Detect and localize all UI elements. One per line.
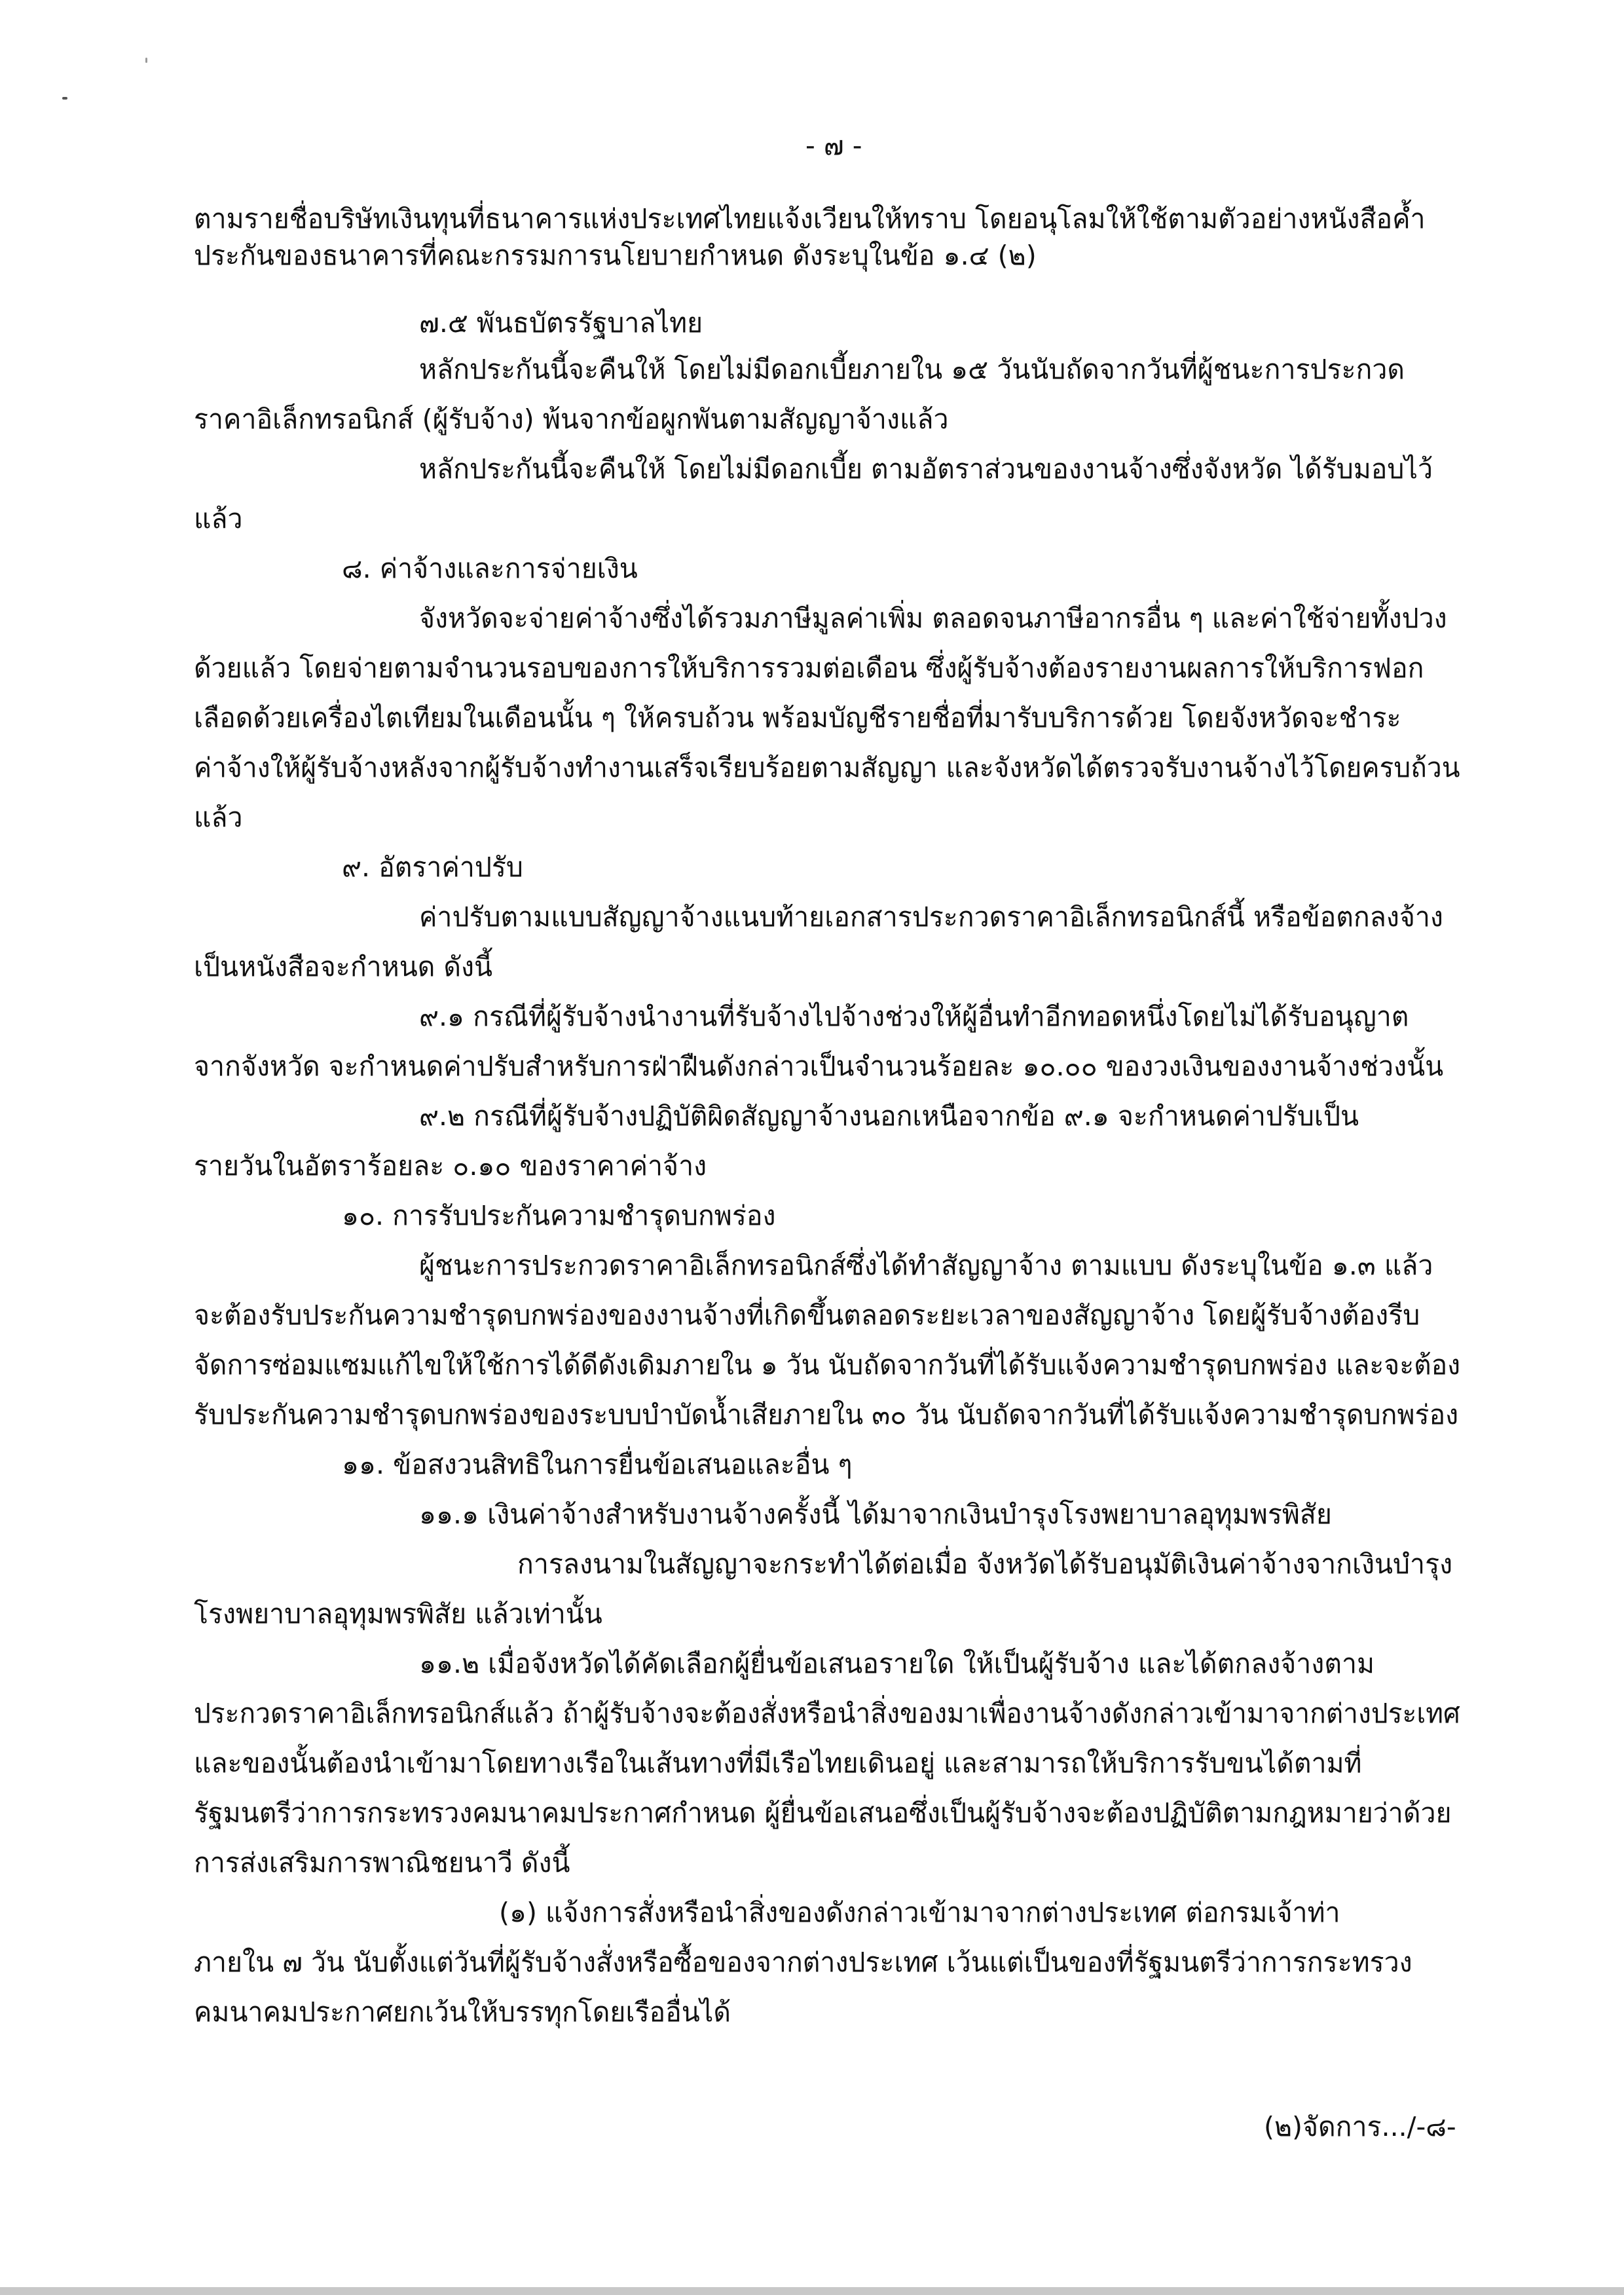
subsection-line: ๙.๑ กรณีที่ผู้รับจ้างนำงานที่รับจ้างไปจ้างช่วงให้ผู้อื่นทำอีกทอดหนึ่งโดยไม่ได้รับอนุญาต (419, 1001, 1409, 1032)
continuation-footer: (๒)จัดการ.../-๘- (1264, 2111, 1456, 2142)
body-line: ประกันของธนาคารที่คณะกรรมการนโยบายกำหนด ดังระบุในข้อ ๑.๔ (๒) (194, 240, 1037, 271)
body-line: จัดการซ่อมแซมแก้ไขให้ใช้การได้ดีดังเดิมภายใน ๑ วัน นับถัดจากวันที่ได้รับแจ้งความชำรุดบกพร่อง และจะต้อง (194, 1349, 1461, 1381)
body-line: การลงนามในสัญญาจะกระทำได้ต่อเมื่อ จังหวัดได้รับอนุมัติเงินค่าจ้างจากเงินบำรุง (517, 1548, 1453, 1580)
subsection-line: ๙.๒ กรณีที่ผู้รับจ้างปฏิบัติผิดสัญญาจ้างนอกเหนือจากข้อ ๙.๑ จะกำหนดค่าปรับเป็น (419, 1100, 1359, 1132)
body-line: แล้ว (194, 503, 243, 534)
body-line: เลือดด้วยเครื่องไตเทียมในเดือนนั้น ๆ ให้ครบถ้วน พร้อมบัญชีรายชื่อที่มารับบริการด้วย โดยจังหวัดจะชำระ (194, 702, 1401, 734)
body-line: คมนาคมประกาศยกเว้นให้บรรทุกโดยเรืออื่นได้ (194, 1996, 731, 2028)
body-line: หลักประกันนี้จะคืนให้ โดยไม่มีดอกเบี้ย ตามอัตราส่วนของงานจ้างซึ่งจังหวัด ได้รับมอบไว้ (419, 453, 1433, 485)
subsection-line: ๑๑.๑ เงินค่าจ้างสำหรับงานจ้างครั้งนี้ ได้มาจากเงินบำรุงโรงพยาบาลอุทุมพรพิสัย (419, 1499, 1332, 1530)
body-line: และของนั้นต้องนำเข้ามาโดยทางเรือในเส้นทางที่มีเรือไทยเดินอยู่ และสามารถให้บริการรับขนได้ตามที่ (194, 1747, 1362, 1779)
scan-speck (145, 58, 147, 63)
subsection-line: ๑๑.๒ เมื่อจังหวัดได้คัดเลือกผู้ยื่นข้อเสนอรายใด ให้เป็นผู้รับจ้าง และได้ตกลงจ้างตาม (419, 1648, 1375, 1679)
body-line: รายวันในอัตราร้อยละ ๐.๑๐ ของราคาค่าจ้าง (194, 1150, 707, 1182)
body-line: จังหวัดจะจ่ายค่าจ้างซึ่งได้รวมภาษีมูลค่าเพิ่ม ตลอดจนภาษีอากรอื่น ๆ และค่าใช้จ่ายทั้งปวง (419, 603, 1447, 634)
body-line: เป็นหนังสือจะกำหนด ดังนี้ (194, 951, 493, 982)
body-line: จะต้องรับประกันความชำรุดบกพร่องของงานจ้างที่เกิดขึ้นตลอดระยะเวลาของสัญญาจ้าง โดยผู้รับจ้างต้องรีบ (194, 1299, 1420, 1331)
body-line: จากจังหวัด จะกำหนดค่าปรับสำหรับการฝ่าฝืนดังกล่าวเป็นจำนวนร้อยละ ๑๐.๐๐ ของวงเงินของงานจ้างช่วงนั้น (194, 1051, 1444, 1082)
body-line: ผู้ชนะการประกวดราคาอิเล็กทรอนิกส์ซึ่งได้ทำสัญญาจ้าง ตามแบบ ดังระบุในข้อ ๑.๓ แล้ว (419, 1250, 1433, 1281)
body-line: ภายใน ๗ วัน นับตั้งแต่วันที่ผู้รับจ้างสั่งหรือซื้อของจากต่างประเทศ เว้นแต่เป็นของที่รัฐมนตรีว่าการกระทรวง (194, 1947, 1412, 1978)
section-heading: ๗.๕ พันธบัตรรัฐบาลไทย (419, 307, 703, 339)
item-line: (๑) แจ้งการสั่งหรือนำสิ่งของดังกล่าวเข้ามาจากต่างประเทศ ต่อกรมเจ้าท่า (499, 1897, 1340, 1928)
body-line: ตามรายชื่อบริษัทเงินทุนที่ธนาคารแห่งประเทศไทยแจ้งเวียนให้ทราบ โดยอนุโลมให้ใช้ตามตัวอย่างหนังสือค้ำ (194, 203, 1426, 234)
body-line: โรงพยาบาลอุทุมพรพิสัย แล้วเท่านั้น (194, 1598, 602, 1630)
body-line: แล้ว (194, 802, 243, 833)
body-line: ประกวดราคาอิเล็กทรอนิกส์แล้ว ถ้าผู้รับจ้างจะต้องสั่งหรือนำสิ่งของมาเพื่องานจ้างดังกล่าวเข้ามาจากต่างประเทศ (194, 1698, 1460, 1729)
section-heading: ๑๐. การรับประกันความชำรุดบกพร่อง (342, 1200, 776, 1231)
section-heading: ๑๑. ข้อสงวนสิทธิในการยื่นข้อเสนอและอื่น ๆ (342, 1449, 853, 1480)
page-number: - ๗ - (805, 130, 862, 161)
body-line: หลักประกันนี้จะคืนให้ โดยไม่มีดอกเบี้ยภายใน ๑๕ วันนับถัดจากวันที่ผู้ชนะการประกวด (419, 354, 1405, 385)
body-line: ค่าปรับตามแบบสัญญาจ้างแนบท้ายเอกสารประกวดราคาอิเล็กทรอนิกส์นี้ หรือข้อตกลงจ้าง (419, 901, 1443, 933)
body-line: ค่าจ้างให้ผู้รับจ้างหลังจากผู้รับจ้างทำงานเสร็จเรียบร้อยตามสัญญา และจังหวัดได้ตรวจรับงานจ้างไว้โดยครบถ้วน (194, 752, 1460, 783)
section-heading: ๙. อัตราค่าปรับ (342, 851, 523, 883)
body-line: ราคาอิเล็กทรอนิกส์ (ผู้รับจ้าง) พ้นจากข้อผูกพันตามสัญญาจ้างแล้ว (194, 403, 949, 435)
body-line: รัฐมนตรีว่าการกระทรวงคมนาคมประกาศกำหนด ผู้ยื่นข้อเสนอซึ่งเป็นผู้รับจ้างจะต้องปฏิบัติตามกฎหมายว่าด้วย (194, 1797, 1452, 1829)
body-line: ด้วยแล้ว โดยจ่ายตามจำนวนรอบของการให้บริการรวมต่อเดือน ซึ่งผู้รับจ้างต้องรายงานผลการให้บริการฟอก (194, 652, 1424, 684)
scan-edge (0, 2287, 1624, 2295)
section-heading: ๘. ค่าจ้างและการจ่ายเงิน (342, 553, 638, 584)
body-line: รับประกันความชำรุดบกพร่องของระบบบำบัดน้ำเสียภายใน ๓๐ วัน นับถัดจากวันที่ได้รับแจ้งความชำรุดบกพร่อง (194, 1399, 1459, 1430)
body-line: การส่งเสริมการพาณิชยนาวี ดังนี้ (194, 1847, 570, 1878)
scan-speck (62, 97, 67, 100)
